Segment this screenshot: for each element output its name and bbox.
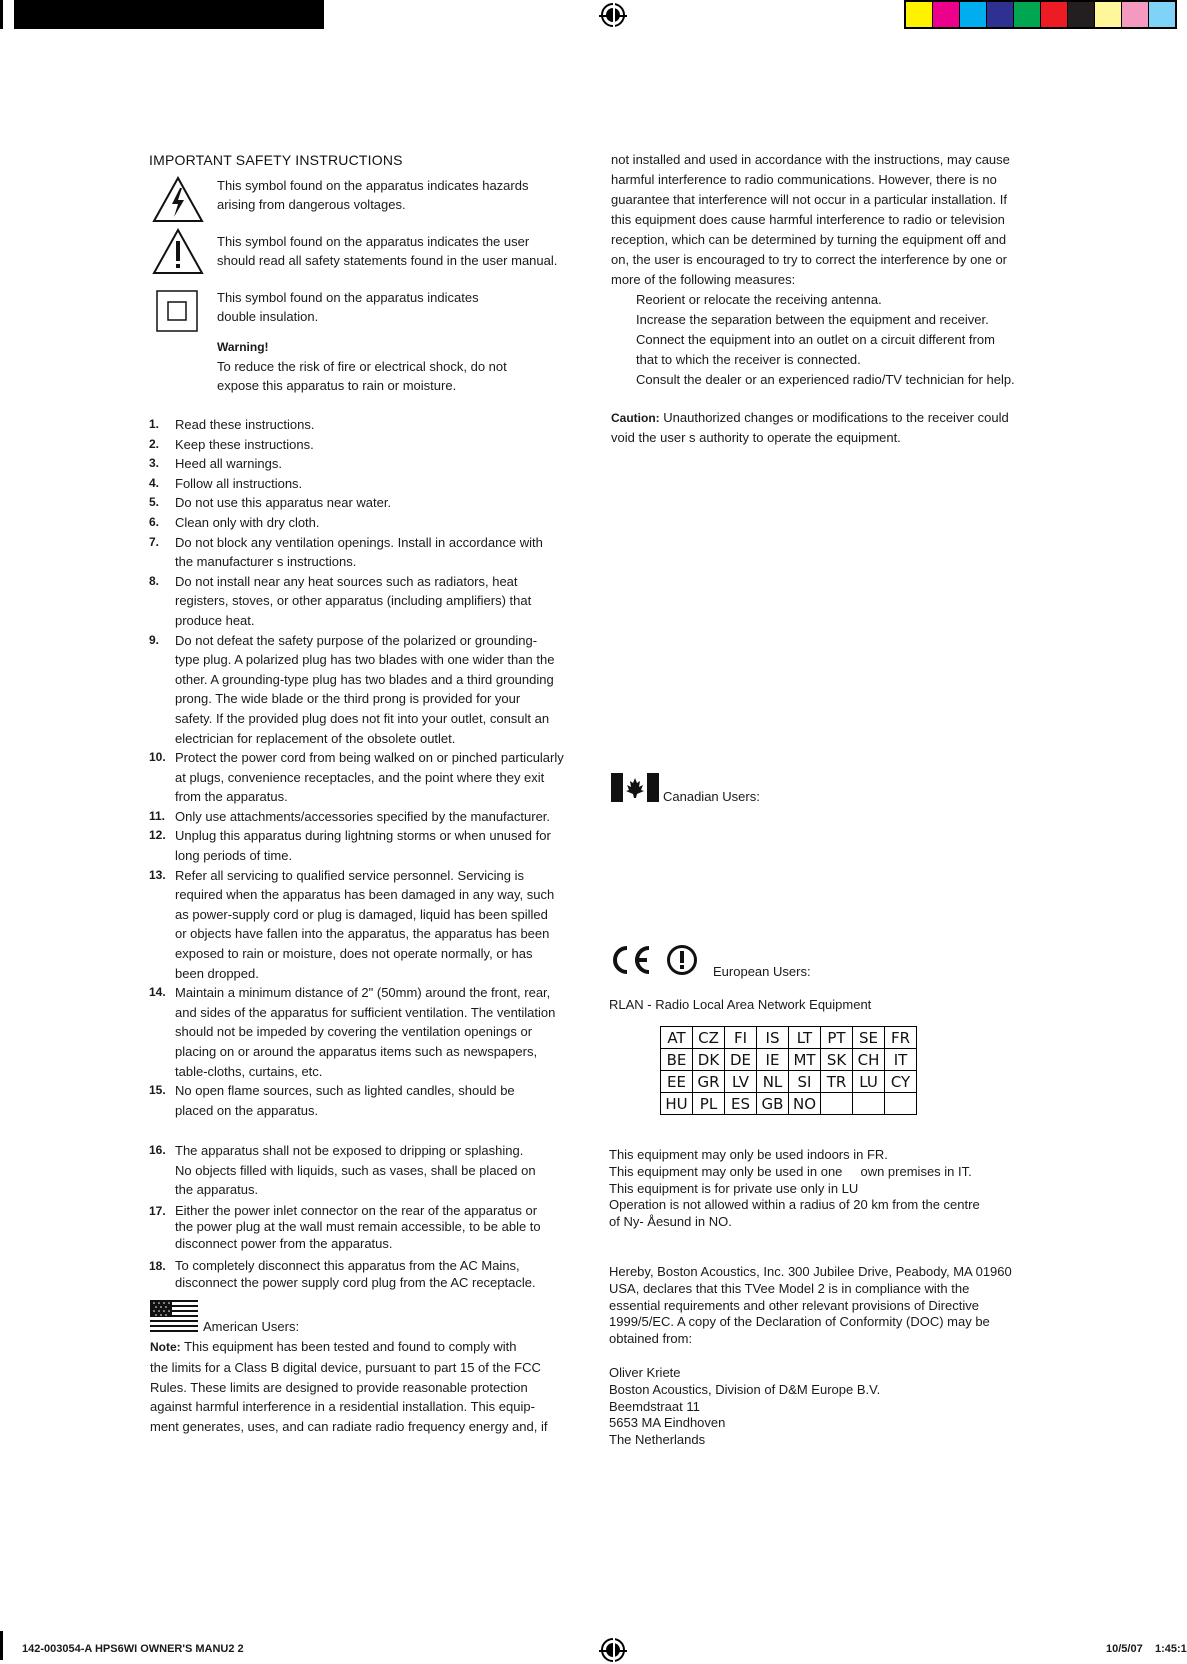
- ce-mark-icon: [609, 945, 653, 975]
- instruction-text: table-cloths, curtains, etc.: [175, 1063, 323, 1079]
- country-row: [661, 1049, 917, 1071]
- crop-mark-bottom-left: [0, 1631, 3, 1660]
- instruction-text: No objects filled with liquids, such as vases, shall be placed on: [175, 1162, 536, 1178]
- country-code-cell: SE: [853, 1027, 885, 1049]
- exclamation-triangle-icon: [152, 228, 204, 275]
- country-code-cell: CY: [885, 1071, 917, 1093]
- canadian-users-label: Canadian Users:: [663, 789, 760, 804]
- text-line: obtained from:: [609, 1331, 693, 1347]
- instruction-text: or objects have fallen into the apparatus, the apparatus has been: [175, 926, 550, 942]
- text-line: the limits for a Class B digital device, pursuant to part 15 of the FCC: [150, 1359, 541, 1375]
- text-line: reception, which can be determined by turning the equipment off and: [611, 232, 1007, 247]
- instruction-number: 6.: [149, 514, 160, 529]
- instruction-number: 8.: [149, 573, 160, 588]
- instruction-text: as power-supply cord or plug is damaged, liquid has been spilled: [175, 906, 548, 922]
- interference-measures: [636, 290, 1081, 390]
- footer-date: 10/5/07: [1106, 1643, 1143, 1655]
- instruction-text: Only use attachments/accessories specified by the manufacturer.: [175, 808, 551, 824]
- instruction-text: long periods of time.: [175, 848, 293, 864]
- instruction-text: other. A grounding-type plug has two blades and a third grounding: [175, 671, 554, 687]
- country-code-cell: ES: [725, 1093, 757, 1115]
- instruction-number: 15.: [149, 1083, 166, 1098]
- instruction-number: 2.: [149, 436, 160, 451]
- instruction-number: 9.: [149, 632, 160, 647]
- instruction-number: 4.: [149, 475, 160, 490]
- note-label: Note:: [150, 1340, 181, 1354]
- country-code-cell: FR: [885, 1027, 917, 1049]
- instruction-text: Clean only with dry cloth.: [175, 514, 320, 530]
- text-line: of Ny- Åesund in NO.: [609, 1214, 732, 1230]
- country-code-cell: PL: [693, 1093, 725, 1115]
- instruction-text: To completely disconnect this apparatus from the AC Mains,: [175, 1258, 520, 1274]
- instruction-item: [149, 866, 589, 984]
- caution-text: [611, 408, 1081, 448]
- instruction-text: from the apparatus.: [175, 789, 288, 805]
- instruction-item: [149, 435, 589, 455]
- instruction-text: type plug. A polarized plug has two blades with one wider than the: [175, 652, 555, 668]
- instruction-number: 11.: [149, 808, 166, 823]
- instruction-number: 7.: [149, 534, 160, 549]
- canada-flag-icon: [611, 773, 659, 802]
- fcc-note: [150, 1337, 590, 1437]
- text-line: essential requirements and other relevant provisions of Directive: [609, 1297, 979, 1313]
- text-line: should read all safety statements found in the user manual.: [217, 253, 558, 269]
- country-code-cell: PT: [821, 1027, 853, 1049]
- country-row: [661, 1071, 917, 1093]
- address-line: Boston Acoustics, Division of D&M Europe B.V.: [609, 1381, 881, 1397]
- registration-target-icon: [601, 3, 625, 27]
- text-line: not installed and used in accordance with the instructions, may cause: [611, 152, 1010, 167]
- address-line: Oliver Kriete: [609, 1365, 681, 1380]
- instruction-text: at plugs, convenience receptacles, and the point where they exit: [175, 769, 545, 785]
- instruction-number: 12.: [149, 828, 166, 843]
- color-swatch: [933, 2, 960, 27]
- warning-text: [217, 357, 577, 396]
- text-line: void the user s authority to operate the equipment.: [611, 430, 901, 445]
- country-code-cell: TR: [821, 1071, 853, 1093]
- instruction-text: Keep these instructions.: [175, 436, 314, 452]
- country-code-cell: [853, 1093, 885, 1115]
- symbol-description-hazard: [217, 176, 577, 215]
- registration-target-icon: [601, 1638, 625, 1662]
- instruction-number: 10.: [149, 750, 166, 765]
- color-swatch: [1068, 2, 1095, 27]
- text-line: double insulation.: [217, 309, 319, 325]
- country-code-table: [660, 1026, 917, 1115]
- text-line: 1999/5/EC. A copy of the Declaration of Conformity (DOC) may be: [609, 1314, 990, 1330]
- address-line: Beemdstraat 11: [609, 1398, 700, 1414]
- instruction-item: [149, 748, 589, 807]
- country-code-cell: NL: [757, 1071, 789, 1093]
- text-line: Hereby, Boston Acoustics, Inc. 300 Jubilee Drive, Peabody, MA 01960: [609, 1264, 1012, 1279]
- country-code-cell: DK: [693, 1049, 725, 1071]
- text-line: on, the user is encouraged to try to correct the interference by one or: [611, 252, 1007, 267]
- instruction-text: been dropped.: [175, 965, 259, 981]
- instruction-text: Follow all instructions.: [175, 475, 303, 491]
- text-line: more of the following measures:: [611, 272, 796, 287]
- instruction-text: required when the apparatus has been damaged in any way, such: [175, 887, 555, 903]
- usage-restrictions: [609, 1147, 1089, 1231]
- instruction-item: [149, 807, 589, 827]
- instruction-text: disconnect the power supply cord plug from the AC receptacle.: [175, 1274, 536, 1290]
- color-swatch: [906, 2, 933, 27]
- instruction-number: 5.: [149, 495, 160, 510]
- country-code-cell: HU: [661, 1093, 693, 1115]
- american-users-label: American Users:: [203, 1319, 300, 1334]
- contact-address: [609, 1365, 1089, 1449]
- text-line: This symbol found on the apparatus indicates: [217, 290, 479, 305]
- instruction-item: [149, 493, 589, 513]
- instruction-text: Do not defeat the safety purpose of the polarized or grounding-: [175, 632, 538, 648]
- address-line: The Netherlands: [609, 1432, 706, 1448]
- instruction-text: should not be impeded by covering the ventilation openings or: [175, 1024, 533, 1040]
- instruction-text: Do not block any ventilation openings. Install in accordance with: [175, 534, 543, 550]
- instruction-number: 16.: [149, 1143, 166, 1157]
- measure-item: that to which the receiver is connected.: [636, 352, 861, 367]
- instruction-text: Do not install near any heat sources such as radiators, heat: [175, 573, 518, 589]
- instruction-text: Protect the power cord from being walked on or pinched particularly: [175, 750, 564, 766]
- country-code-cell: EE: [661, 1071, 693, 1093]
- text-line: harmful interference to radio communications. However, there is no: [611, 172, 997, 187]
- instruction-number: 1.: [149, 417, 160, 431]
- text-line: expose this apparatus to rain or moisture.: [217, 378, 457, 394]
- text-line: This equipment has been tested and found to comply with: [184, 1339, 517, 1354]
- rlan-label: RLAN - Radio Local Area Network Equipment: [609, 997, 872, 1012]
- instruction-number: 17.: [149, 1203, 166, 1218]
- text-line: USA, declares that this TVee Model 2 is in compliance with the: [609, 1280, 970, 1296]
- instruction-text: The apparatus shall not be exposed to dripping or splashing.: [175, 1143, 524, 1158]
- footer-time: 1:45:1: [1155, 1643, 1187, 1655]
- measure-item: Increase the separation between the equipment and receiver.: [636, 312, 989, 327]
- fcc-text-continued: [611, 150, 1081, 290]
- lightning-triangle-icon: [152, 176, 204, 223]
- country-code-cell: CH: [853, 1049, 885, 1071]
- country-code-cell: BE: [661, 1049, 693, 1071]
- country-code-cell: FI: [725, 1027, 757, 1049]
- european-users-label: European Users:: [713, 964, 811, 979]
- measure-item: Connect the equipment into an outlet on a circuit different from: [636, 332, 995, 347]
- text-line: This equipment is for private use only in LU: [609, 1180, 859, 1196]
- instruction-item: [149, 631, 589, 749]
- text-line: arising from dangerous voltages.: [217, 197, 406, 213]
- text-line: Rules. These limits are designed to provide reasonable protection: [150, 1379, 528, 1395]
- text-line: Unauthorized changes or modifications to the receiver could: [663, 410, 1009, 425]
- double-insulation-icon: [156, 290, 198, 332]
- country-code-cell: SI: [789, 1071, 821, 1093]
- instruction-item: [149, 1081, 589, 1120]
- safety-instructions-list: [149, 415, 589, 1120]
- instruction-item: [149, 454, 589, 474]
- country-code-cell: SK: [821, 1049, 853, 1071]
- text-line: this equipment does cause harmful interference to radio or television: [611, 212, 1005, 227]
- instruction-item: [149, 1141, 589, 1200]
- country-row: [661, 1093, 917, 1115]
- instruction-text: disconnect power from the apparatus.: [175, 1235, 393, 1251]
- instruction-item: [149, 415, 589, 435]
- address-line: 5653 MA Eindhoven: [609, 1415, 726, 1431]
- text-line: ment generates, uses, and can radiate radio frequency energy and, if: [150, 1419, 548, 1435]
- country-code-cell: GB: [757, 1093, 789, 1115]
- instruction-text: and sides of the apparatus for sufficient ventilation. The ventilation: [175, 1004, 556, 1020]
- country-code-cell: LU: [853, 1071, 885, 1093]
- instruction-item: [149, 1258, 589, 1291]
- instruction-text: the power plug at the wall must remain accessible, to be able to: [175, 1219, 541, 1235]
- text-line: against harmful interference in a residential installation. This equip-: [150, 1399, 535, 1415]
- text-line: Operation is not allowed within a radius of 20 km from the centre: [609, 1197, 980, 1213]
- instruction-item: [149, 533, 589, 572]
- instruction-number: 14.: [149, 985, 166, 1000]
- country-code-cell: IT: [885, 1049, 917, 1071]
- instruction-text: exposed to rain or moisture, does not operate normally, or has: [175, 946, 533, 962]
- text-line: This equipment may only be used in one own premises in IT.: [609, 1163, 972, 1179]
- country-code-cell: LV: [725, 1071, 757, 1093]
- footer-file-label: 142-003054-A HPS6WI OWNER'S MANU2 2: [22, 1643, 244, 1655]
- instruction-text: Do not use this apparatus near water.: [175, 495, 392, 511]
- instruction-text: Heed all warnings.: [175, 456, 282, 472]
- safety-instructions-list-continued: [149, 1141, 589, 1291]
- symbol-description-double-insulation: [217, 288, 577, 327]
- instruction-text: electrician for replacement of the obsolete outlet.: [175, 730, 456, 746]
- country-row: [661, 1027, 917, 1049]
- measure-item: Consult the dealer or an experienced radio/TV technician for help.: [636, 372, 1015, 387]
- color-swatch: [987, 2, 1014, 27]
- caution-label: Caution:: [611, 411, 660, 425]
- symbol-description-read-manual: [217, 232, 577, 271]
- instruction-text: Unplug this apparatus during lightning storms or when unused for: [175, 828, 551, 844]
- country-code-cell: [885, 1093, 917, 1115]
- instruction-text: safety. If the provided plug does not fit into your outlet, consult an: [175, 710, 550, 726]
- instruction-text: Maintain a minimum distance of 2" (50mm) around the front, rear,: [175, 985, 551, 1001]
- text-line: This equipment may only be used indoors in FR.: [609, 1147, 888, 1162]
- instruction-text: prong. The wide blade or the third prong is provided for your: [175, 691, 521, 707]
- text-line: This symbol found on the apparatus indicates hazards: [217, 178, 529, 193]
- text-line: This symbol found on the apparatus indicates the user: [217, 234, 530, 249]
- color-swatch: [1014, 2, 1041, 27]
- instruction-item: [149, 1203, 589, 1253]
- instruction-text: placed on the apparatus.: [175, 1102, 319, 1118]
- instruction-text: produce heat.: [175, 612, 255, 628]
- instruction-number: 3.: [149, 456, 160, 471]
- measure-item: Reorient or relocate the receiving antenna.: [636, 292, 882, 307]
- country-code-cell: AT: [661, 1027, 693, 1049]
- black-registration-bar: [14, 0, 324, 29]
- us-flag-icon: [150, 1300, 198, 1332]
- instruction-text: the manufacturer s instructions.: [175, 554, 357, 570]
- text-line: guarantee that interference will not occur in a particular installation. If: [611, 192, 1007, 207]
- instruction-item: [149, 513, 589, 533]
- instruction-item: [149, 826, 589, 865]
- country-code-cell: MT: [789, 1049, 821, 1071]
- instruction-number: 18.: [149, 1259, 166, 1274]
- instruction-text: Either the power inlet connector on the rear of the apparatus or: [175, 1202, 538, 1218]
- instruction-text: registers, stoves, or other apparatus (including amplifiers) that: [175, 593, 532, 609]
- country-code-cell: CZ: [693, 1027, 725, 1049]
- instruction-text: Read these instructions.: [175, 417, 315, 432]
- crop-mark-top-left: [0, 0, 3, 29]
- instruction-text: No open flame sources, such as lighted candles, should be: [175, 1083, 515, 1099]
- instruction-text: the apparatus.: [175, 1182, 259, 1198]
- country-code-cell: GR: [693, 1071, 725, 1093]
- instruction-item: [149, 474, 589, 494]
- instruction-item: [149, 572, 589, 631]
- warning-title: Warning!: [217, 340, 269, 354]
- color-swatch: [1095, 2, 1122, 27]
- text-line: To reduce the risk of fire or electrical shock, do not: [217, 359, 507, 374]
- country-code-cell: [821, 1093, 853, 1115]
- instruction-number: 13.: [149, 867, 166, 882]
- color-swatch: [1149, 2, 1175, 27]
- country-code-cell: DE: [725, 1049, 757, 1071]
- instruction-item: [149, 983, 589, 1081]
- country-code-cell: IE: [757, 1049, 789, 1071]
- country-code-cell: NO: [789, 1093, 821, 1115]
- color-swatch: [960, 2, 987, 27]
- instruction-text: Refer all servicing to qualified service personnel. Servicing is: [175, 867, 524, 883]
- country-code-cell: LT: [789, 1027, 821, 1049]
- color-swatch: [1041, 2, 1068, 27]
- country-code-cell: IS: [757, 1027, 789, 1049]
- color-swatch-strip: [904, 0, 1177, 29]
- section-heading: IMPORTANT SAFETY INSTRUCTIONS: [149, 152, 403, 168]
- declaration-of-conformity: [609, 1264, 1089, 1348]
- instruction-text: placing on or around the apparatus items such as newspapers,: [175, 1044, 538, 1059]
- alert-circle-icon: [666, 944, 698, 976]
- color-swatch: [1122, 2, 1149, 27]
